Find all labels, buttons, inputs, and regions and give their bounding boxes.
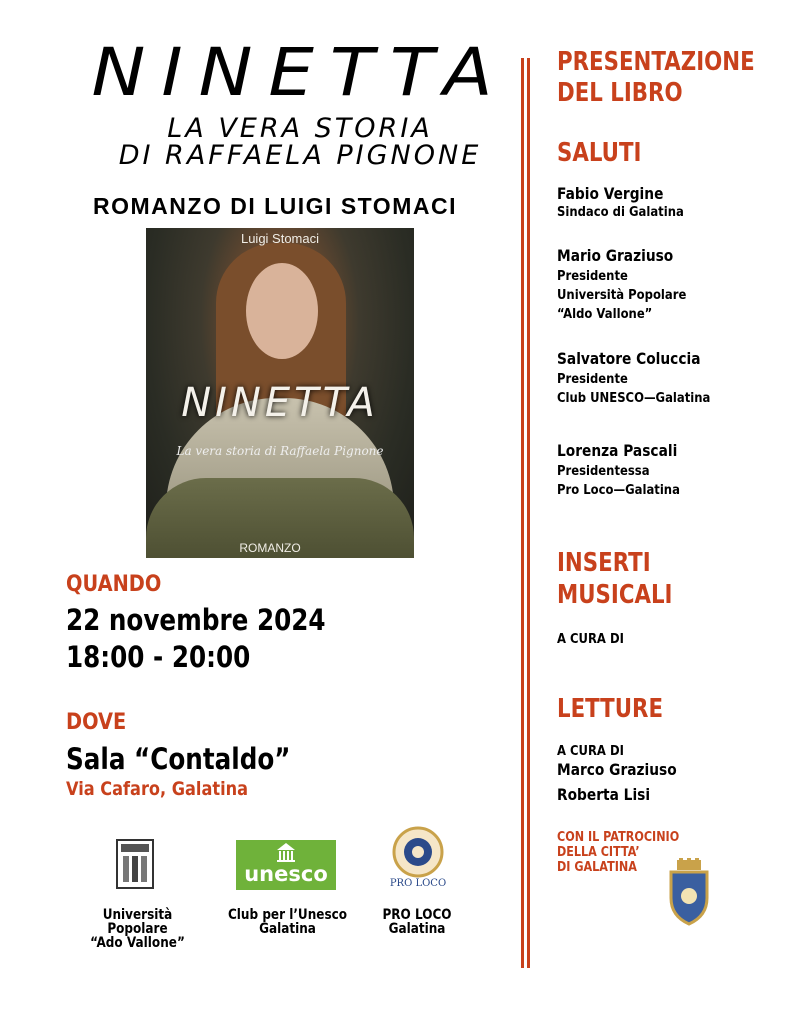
speaker-1 [557,184,704,222]
where-label: DOVE [66,710,127,735]
subtitle-line-2: DI RAFFAELA PIGNONE [118,140,482,171]
speaker-4 [557,440,700,500]
pro-loco-emblem-icon [384,826,452,878]
logo-caption-unesco [225,908,350,936]
logo-caption-line: Club per l’Unesco [227,907,348,923]
logo-caption-line: Galatina [259,921,316,937]
reader-1: Marco Graziuso [557,760,677,779]
event-title: NINETTA [91,33,509,111]
patronage-line: CON IL PATROCINIO [557,830,680,845]
music-curator: A CURA DI [557,631,624,647]
patronage-line: DI GALATINA [557,860,637,875]
venue-address: Via Cafaro, Galatina [66,778,249,800]
speaker-role: Club UNESCO—Galatina [557,390,711,406]
program-heading-line-2: DEL LIBRO [557,78,683,108]
galatina-coat-of-arms [665,858,713,926]
speaker-2 [557,245,707,324]
speaker-role: Pro Loco—Galatina [557,482,680,498]
event-date: 22 novembre 2024 [66,603,326,637]
author-line: ROMANZO DI LUIGI STOMACI [93,193,457,219]
speaker-role: Presidentessa [557,463,650,479]
speaker-name: Lorenza Pascali [557,441,678,460]
speaker-role: Università Popolare [557,287,687,303]
speaker-role: “Aldo Vallone” [557,306,653,322]
book-cover [146,228,414,558]
saluti-label: SALUTI [557,138,642,168]
when-label: QUANDO [66,572,162,597]
universita-popolare-logo [115,838,155,890]
speaker-role: Sindaco di Galatina [557,204,684,220]
venue-name: Sala “Contaldo” [66,742,291,776]
cover-genre: ROMANZO [239,541,301,555]
speaker-name: Salvatore Coluccia [557,349,701,368]
readings-curator: A CURA DI [557,743,624,759]
speaker-role: Presidente [557,371,628,387]
reader-2: Roberta Lisi [557,785,651,804]
speaker-name: Mario Graziuso [557,246,674,265]
event-time: 18:00 - 20:00 [66,640,251,674]
pro-loco-logo [384,826,452,896]
logo-caption-universita [71,908,204,950]
building-emblem-icon [115,838,155,890]
cover-face [246,263,318,359]
speaker-role: Presidente [557,268,628,284]
music-heading-line-1: INSERTI [557,548,651,578]
speaker-name: Fabio Vergine [557,184,664,203]
logo-caption-line: Università Popolare [102,907,173,937]
pro-loco-wordmark: PRO LOCO [389,878,447,889]
unesco-logo [236,840,336,890]
logo-caption-line: “Ado Vallone” [90,935,185,951]
subtitle-line-1: LA VERA STORIA [167,113,433,144]
music-heading-line-2: MUSICALI [557,580,673,610]
program-heading-line-1: PRESENTAZIONE [557,47,755,77]
temple-icon [236,840,336,864]
column-divider [521,58,530,968]
speaker-3 [557,348,735,408]
cover-title: NINETTA [181,380,379,426]
cover-author: Luigi Stomaci [240,231,320,246]
coat-of-arms-icon [665,858,713,926]
readings-label: LETTURE [557,694,664,724]
logo-caption-line: PRO LOCO [382,907,452,923]
patronage-line: DELLA CITTA’ [557,845,640,860]
logo-caption-pro-loco [378,908,455,936]
unesco-wordmark: unesco [244,862,328,886]
cover-subtitle: La vera storia di Raffaela Pignone [176,444,384,458]
logo-caption-line: Galatina [388,921,446,937]
